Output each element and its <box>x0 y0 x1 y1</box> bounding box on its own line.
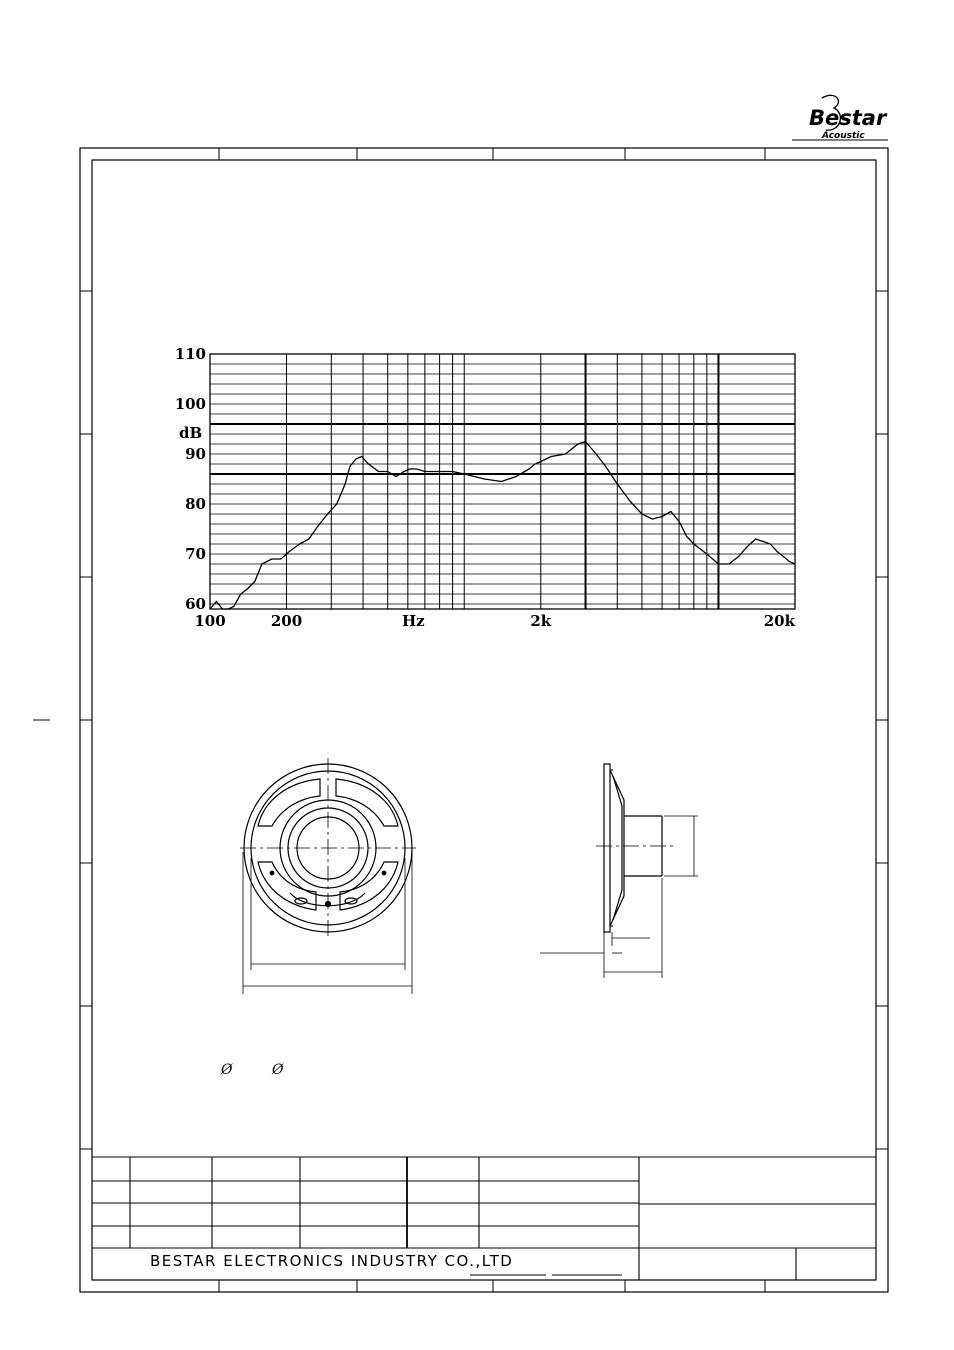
y-tick-label: 60 <box>185 595 206 613</box>
y-tick-label: 70 <box>185 545 206 563</box>
logo-brand-text: Bestar <box>809 106 887 130</box>
y-tick-label: 80 <box>185 495 206 513</box>
y-axis-label: dB <box>179 424 203 442</box>
logo-sub-text: Acoustic <box>822 131 865 141</box>
y-tick-label: 100 <box>174 395 206 413</box>
y-tick-labels <box>175 345 206 613</box>
x-tick-label: 100 <box>194 612 226 630</box>
diameter-symbol: Ø <box>272 1062 284 1078</box>
x-tick-label: 200 <box>270 612 303 630</box>
x-axis-label: Hz <box>402 612 425 630</box>
x-tick-label: 20k <box>763 612 795 630</box>
speaker-side-view <box>540 764 698 978</box>
diameter-symbol: Ø <box>221 1062 233 1078</box>
bestar-logo <box>792 95 888 141</box>
frequency-response-chart <box>175 345 796 630</box>
y-tick-label: 110 <box>174 345 206 363</box>
x-tick-label: 2k <box>530 612 552 630</box>
x-tick-labels <box>194 612 795 630</box>
y-tick-label: 90 <box>185 445 206 463</box>
company-name: BESTAR ELECTRONICS INDUSTRY CO.,LTD <box>150 1252 514 1270</box>
speaker-front-view <box>240 758 416 994</box>
drawing-frame <box>80 148 888 1292</box>
